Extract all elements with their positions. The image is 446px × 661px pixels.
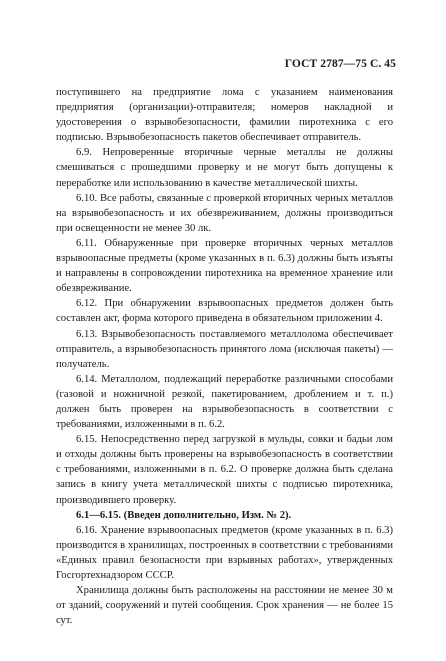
paragraph-6-14: 6.14. Металлолом, подлежащий переработке различными способами (газовой и ножничной резкой, пакетированием, дроблением и т. п.) должен быть проверен на взрывобезопасность в соответствии с требованиями, изложенными в п. 6.2. [56, 373, 393, 431]
paragraph-storage: Хранилища должны быть расположены на расстоянии не менее 30 м от зданий, сооружений и путей сообщения. Срок хранения — не более 15 сут. [56, 585, 393, 627]
paragraph-6-15: 6.15. Непосредственно перед загрузкой в мульды, совки и бадьи лом и отходы должны быть проверены на взрывобезопасность в соответствии с требованиями, изложенными в п. 6.2. О проверке должна быть сделана запись в книгу учета металлической шихты с подписью пиротехника, производившего проверку. [56, 434, 393, 506]
paragraph-6-16: 6.16. Хранение взрывоопасных предметов (кроме указанных в п. 6.3) производится в хранилищах, построенных в соответствии с требованиями «Единых правил безопасности при взрывных работах», утвержденных Госгортехнадзором СССР. [56, 524, 393, 581]
paragraph-6-10: 6.10. Все работы, связанные с проверкой вторичных черных металлов на взрывобезопасность и их обезвреживанием, должны производиться при освещенности не менее 30 лк. [56, 192, 393, 234]
paragraph-continuation: поступившего на предприятие лома с указанием наименования предприятия (организации)-отправителя; номеров накладной и удостоверения о взрывобезопасности, фамилии пиротехника с его подписью. Взрывобезопасность пакетов обеспечивает отправитель. [56, 87, 393, 144]
paragraph-6-11: 6.11. Обнаруженные при проверке вторичных черных металлов взрывоопасные предметы (кроме указанных в п. 6.3) должны быть изъяты и направлены в сопровождении пиротехника на временное хранение или обезвреживание. [56, 237, 393, 295]
paragraph-6-13: 6.13. Взрывобезопасность поставляемого металлолома обеспечивает отправитель, а взрывобезопасность принятого лома (исключая пакеты) — получатель. [56, 328, 393, 370]
page-header: ГОСТ 2787—75 С. 45 [284, 58, 396, 70]
document-body [56, 85, 393, 628]
amendment-note: 6.1—6.15. (Введен дополнительно, Изм. № 2). [76, 509, 292, 521]
paragraph-6-9: 6.9. Непроверенные вторичные черные металлы не должны смешиваться с прошедшими проверку и не могут быть допущены к переработке или использованию в качестве металлической шихты. [56, 147, 393, 189]
paragraph-6-12: 6.12. При обнаружении взрывоопасных предметов должен быть составлен акт, форма которого приведена в обязательном приложении 4. [56, 298, 393, 325]
